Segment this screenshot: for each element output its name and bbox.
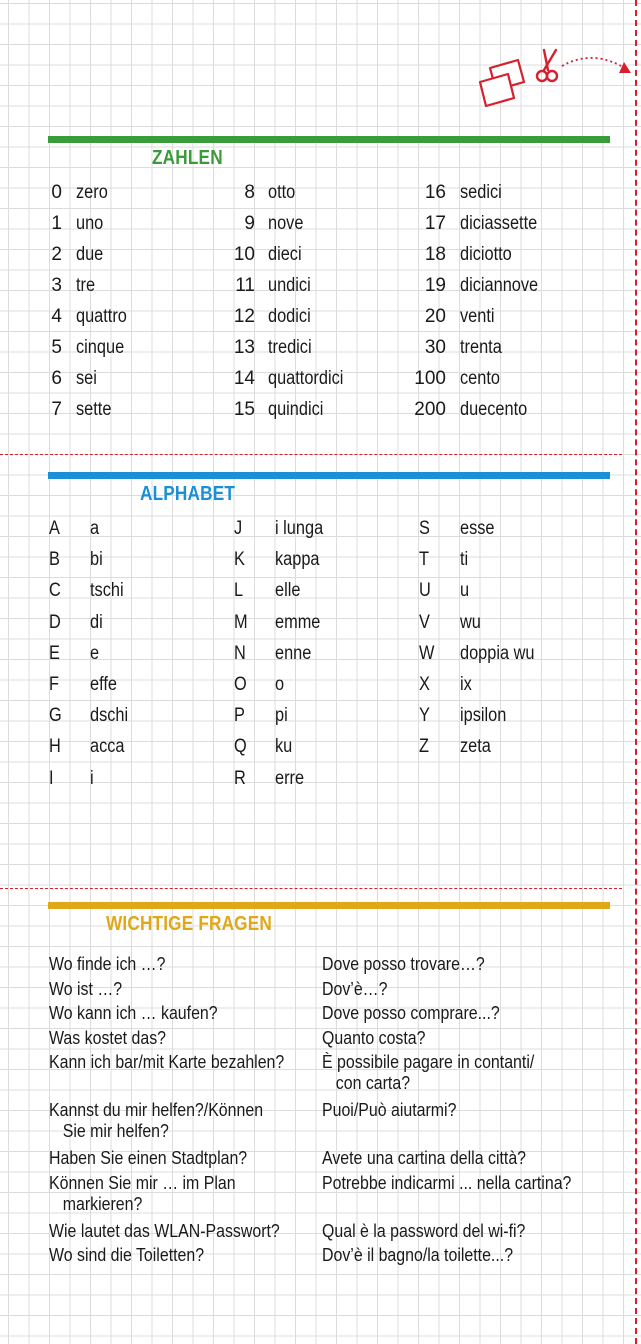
number-digit: 0 [51, 182, 62, 203]
numbers-section-bar [48, 136, 610, 143]
alphabet-letter: D [49, 611, 61, 633]
alphabet-letter: K [234, 549, 245, 571]
number-word: trenta [460, 337, 502, 358]
alphabet-letter: Q [234, 736, 247, 758]
alphabet-pronunciation: zeta [460, 736, 491, 758]
number-word: zero [76, 182, 108, 203]
number-digit: 14 [233, 368, 255, 389]
number-word: cinque [76, 337, 125, 358]
number-digit: 9 [244, 213, 255, 234]
alphabet-letter: O [234, 674, 247, 695]
alphabet-letter: Z [419, 736, 429, 758]
alphabet-letter: R [234, 767, 246, 789]
cut-line-2 [0, 888, 622, 889]
number-word: tre [76, 275, 96, 296]
alphabet-pronunciation: a [90, 518, 100, 539]
number-word: due [76, 244, 104, 265]
alphabet-pronunciation: esse [460, 518, 495, 539]
alphabet-pronunciation: e [90, 642, 100, 664]
question-german: Was kostet das? [49, 1026, 167, 1048]
number-digit: 11 [235, 275, 255, 296]
number-word: otto [268, 182, 296, 203]
alphabet-pronunciation: emme [275, 611, 321, 633]
number-word: dieci [268, 244, 302, 265]
number-digit: 5 [51, 337, 62, 358]
numbers-title: ZAHLEN [152, 147, 223, 169]
alphabet-letter: I [49, 767, 54, 789]
alphabet-letter: V [419, 611, 430, 633]
alphabet-pronunciation: i [90, 767, 94, 789]
number-word: quattro [76, 306, 127, 327]
alphabet-pronunciation: o [275, 674, 285, 695]
number-word: diciotto [460, 244, 512, 265]
alphabet-pronunciation: dschi [90, 705, 129, 727]
number-word: cento [460, 368, 500, 389]
question-italian: Quanto costa? [322, 1026, 426, 1048]
question-italian: Qual è la password del wi-fi? [322, 1219, 526, 1241]
alphabet-pronunciation: bi [90, 549, 103, 571]
number-word: uno [76, 213, 104, 234]
number-digit: 6 [51, 368, 62, 389]
question-italian: Dov’è…? [322, 977, 388, 999]
number-word: nove [268, 213, 304, 234]
number-word: dodici [268, 306, 311, 327]
alphabet-pronunciation: effe [90, 674, 117, 695]
alphabet-letter: S [419, 518, 430, 539]
alphabet-pronunciation: ix [460, 674, 472, 695]
question-german: Wie lautet das WLAN-Passwort? [49, 1219, 280, 1241]
questions-section-bar [48, 902, 610, 909]
alphabet-letter: P [234, 705, 245, 727]
question-german: Wo kann ich … kaufen? [49, 1002, 218, 1023]
question-italian: Potrebbe indicarmi ... nella cartina? [322, 1171, 572, 1193]
alphabet-pronunciation: kappa [275, 549, 320, 571]
number-digit: 13 [233, 337, 255, 358]
number-digit: 3 [51, 275, 62, 296]
number-digit: 1 [51, 213, 62, 234]
question-italian: Dov’è il bagno/la toilette...? [322, 1244, 514, 1265]
alphabet-pronunciation: ti [460, 549, 469, 571]
alphabet-letter: W [419, 642, 435, 664]
alphabet-letter: X [419, 674, 430, 695]
number-digit: 18 [424, 244, 446, 265]
number-word: quattordici [268, 368, 344, 389]
alphabet-pronunciation: wu [460, 611, 481, 633]
number-digit: 15 [233, 399, 255, 420]
alphabet-letter: J [234, 518, 243, 539]
number-digit: 20 [424, 306, 446, 327]
alphabet-pronunciation: di [90, 611, 103, 633]
number-digit: 100 [414, 368, 446, 389]
number-word: sette [76, 399, 112, 420]
alphabet-letter: Y [419, 705, 430, 727]
alphabet-section-bar [48, 472, 610, 479]
question-german: Kann ich bar/mit Karte bezahlen? [49, 1051, 285, 1072]
question-italian: Puoi/Può aiutarmi? [322, 1099, 457, 1120]
question-german: Haben Sie einen Stadtplan? [49, 1147, 248, 1168]
number-word: tredici [268, 337, 312, 358]
number-digit: 12 [233, 306, 255, 327]
alphabet-letter: E [49, 642, 60, 664]
number-digit: 200 [414, 399, 446, 420]
number-digit: 8 [244, 182, 255, 203]
number-digit: 16 [424, 182, 446, 203]
scissors-icon [537, 50, 557, 81]
questions-title: WICHTIGE FRAGEN [106, 913, 272, 935]
cut-line-1 [0, 454, 622, 455]
number-digit: 2 [51, 244, 62, 265]
alphabet-title: ALPHABET [140, 483, 236, 505]
alphabet-letter: T [419, 549, 429, 571]
question-italian: Dove posso trovare…? [322, 953, 485, 974]
alphabet-letter: H [49, 736, 61, 758]
alphabet-pronunciation: doppia wu [460, 642, 535, 664]
alphabet-pronunciation: u [460, 580, 470, 602]
number-digit: 17 [424, 213, 446, 234]
alphabet-pronunciation: enne [275, 642, 312, 664]
number-word: duecento [460, 399, 528, 420]
alphabet-pronunciation: elle [275, 580, 301, 602]
number-digit: 7 [51, 399, 62, 420]
number-word: diciannove [460, 275, 539, 296]
number-word: undici [268, 275, 311, 296]
alphabet-pronunciation: ipsilon [460, 705, 507, 727]
alphabet-pronunciation: acca [90, 736, 125, 758]
question-german: Wo ist …? [49, 977, 123, 999]
number-word: quindici [268, 399, 324, 420]
alphabet-letter: B [49, 549, 60, 571]
alphabet-pronunciation: pi [275, 705, 288, 727]
cut-out-icon [474, 42, 640, 114]
number-word: sei [76, 368, 97, 389]
number-digit: 4 [51, 306, 62, 327]
number-word: sedici [460, 182, 502, 203]
number-digit: 10 [233, 244, 255, 265]
question-german: Kannst du mir helfen?/Können Sie mir helfen? [49, 1099, 264, 1141]
number-word: diciassette [460, 213, 538, 234]
question-italian: Avete una cartina della città? [322, 1147, 527, 1168]
alphabet-letter: F [49, 674, 59, 695]
alphabet-pronunciation: erre [275, 767, 305, 789]
alphabet-letter: N [234, 642, 246, 664]
number-digit: 30 [424, 337, 446, 358]
alphabet-letter: G [49, 705, 62, 727]
question-italian: È possibile pagare in contanti/ con carta? [322, 1051, 535, 1093]
alphabet-pronunciation: ku [275, 736, 293, 758]
question-italian: Dove posso comprare...? [322, 1002, 500, 1023]
alphabet-pronunciation: tschi [90, 580, 124, 602]
alphabet-letter: L [234, 580, 244, 602]
alphabet-letter: U [419, 580, 431, 602]
question-german: Wo sind die Toiletten? [49, 1244, 205, 1265]
alphabet-letter: M [234, 611, 248, 633]
number-word: venti [460, 306, 495, 327]
alphabet-letter: C [49, 580, 61, 602]
question-german: Wo finde ich …? [49, 953, 166, 974]
question-german: Können Sie mir … im Plan markieren? [49, 1171, 236, 1214]
cut-line-vertical [635, 0, 637, 1344]
alphabet-letter: A [49, 518, 60, 539]
alphabet-pronunciation: i lunga [275, 518, 324, 539]
number-digit: 19 [424, 275, 446, 296]
cards-icon [480, 60, 524, 106]
